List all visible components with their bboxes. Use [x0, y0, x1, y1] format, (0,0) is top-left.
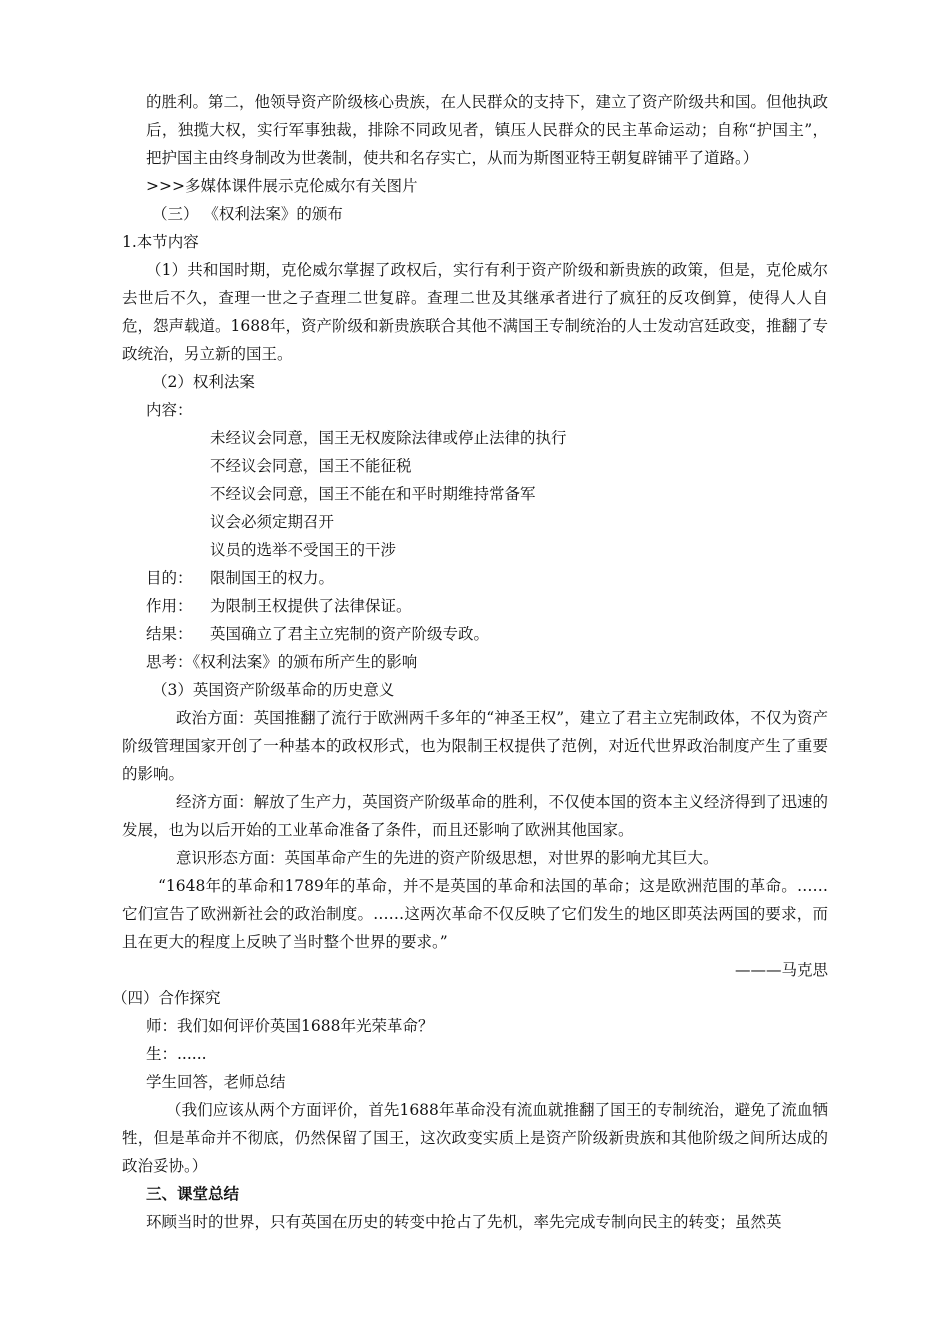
- paragraph-commonwealth: （1）共和国时期，克伦威尔掌握了政权后，实行有利于资产阶级和新贵族的政策，但是，克伦威尔去世后不久，查理一世之子查理二世复辟。查理二世及其继承者进行了疯狂的反攻倒算，使得人人自危，怨声载道。1688年，资产阶级和新贵族联合其他不满国王专制统治的人士发动宫廷政变，推翻了专政统治，另立新的国王。: [122, 261, 828, 363]
- dialogue-teacher: 师：我们如何评价英国1688年光荣革命？: [146, 1017, 434, 1035]
- paragraph-cromwell-evaluation: 的胜利。第二，他领导资产阶级核心贵族，在人民群众的支持下，建立了资产阶级共和国。但他执政后，独揽大权，实行军事独裁，排除不同政见者，镇压人民群众的民主革命运动；自称“护国主”，把护国主由终身制改为世袭制，使共和名存实亡，从而为斯图亚特王朝复辟铺平了道路。）: [146, 93, 829, 167]
- paragraph-closing: 环顾当时的世界，只有英国在历史的转变中抢占了先机，率先完成专制向民主的转变；虽然英: [146, 1213, 782, 1231]
- fact-value: 英国确立了君主立宪制的资产阶级专政。: [210, 625, 490, 643]
- heading-bill-of-rights: （2）权利法案: [152, 373, 255, 391]
- heading-significance: （3）英国资产阶级革命的历史意义: [152, 681, 395, 699]
- fact-value: 限制国王的权力。: [210, 569, 335, 587]
- fact-effect: [0, 592, 950, 620]
- paragraph-economic: 经济方面：解放了生产力，英国资产阶级革命的胜利，不仅使本国的资本主义经济得到了迅速的发展，也为以后开始的工业革命准备了条件，而且还影响了欧洲其他国家。: [122, 793, 828, 839]
- section-title-summary: 三、课堂总结: [146, 1185, 240, 1203]
- paragraph-evaluation: （我们应该从两个方面评价，首先1688年革命没有流血就推翻了国王的专制统治，避免了流血牺牲，但是革命并不彻底，仍然保留了国王，这次政变实质上是资产阶级新贵族和其他阶级之间所达成的政治妥协。）: [122, 1101, 828, 1175]
- bill-items-list: [0, 424, 950, 564]
- section-heading-bill-of-rights: （三） 《权利法案》的颁布: [152, 205, 343, 223]
- fact-value: 为限制王权提供了法律保证。: [210, 597, 412, 615]
- paragraph-multimedia-note: >>>多媒体课件展示克伦威尔有关图片: [146, 177, 418, 195]
- document-body: [0, 88, 950, 1236]
- bill-facts: [0, 564, 950, 648]
- list-item: 不经议会同意，国王不能征税: [210, 457, 412, 475]
- fact-purpose: [0, 564, 950, 592]
- list-item: 议会必须定期召开: [210, 513, 335, 531]
- fact-result: [0, 620, 950, 648]
- paragraph-ideology: 意识形态方面：英国革命产生的先进的资产阶级思想，对世界的影响尤其巨大。: [176, 849, 719, 867]
- fact-label: 目的：: [146, 569, 193, 587]
- list-item: 未经议会同意，国王无权废除法律或停止法律的执行: [210, 429, 567, 447]
- list-item: 不经议会同意，国王不能在和平时期维持常备军: [210, 485, 536, 503]
- section-heading-cooperation: （四）合作探究: [112, 989, 221, 1007]
- fact-label: 结果：: [146, 625, 193, 643]
- dialogue-student: 生：......: [146, 1045, 207, 1063]
- quote-author: ———马克思: [734, 961, 828, 979]
- paragraph-political: 政治方面：英国推翻了流行于欧洲两千多年的“神圣王权”，建立了君主立宪制政体，不仅为资产阶级管理国家开创了一种基本的政权形式，也为限制王权提供了范例，对近代世界政治制度产生了重要的影响。: [122, 709, 828, 783]
- dialogue-summary-note: 学生回答，老师总结: [146, 1073, 286, 1091]
- marx-quote: “1648年的革命和1789年的革命，并不是英国的革命和法国的革命；这是欧洲范围的革命。……它们宣告了欧洲新社会的政治制度。……这两次革命不仅反映了它们发生的地区即英法两国的要求，而且在更大的程度上反映了当时整个世界的要求。”: [122, 877, 828, 951]
- label-content: 内容：: [146, 401, 193, 419]
- think-question: 思考：《权利法案》的颁布所产生的影响: [146, 653, 418, 671]
- list-item: 议员的选举不受国王的干涉: [210, 541, 397, 559]
- subsection-heading-content: 1.本节内容: [122, 233, 199, 251]
- fact-label: 作用：: [146, 597, 193, 615]
